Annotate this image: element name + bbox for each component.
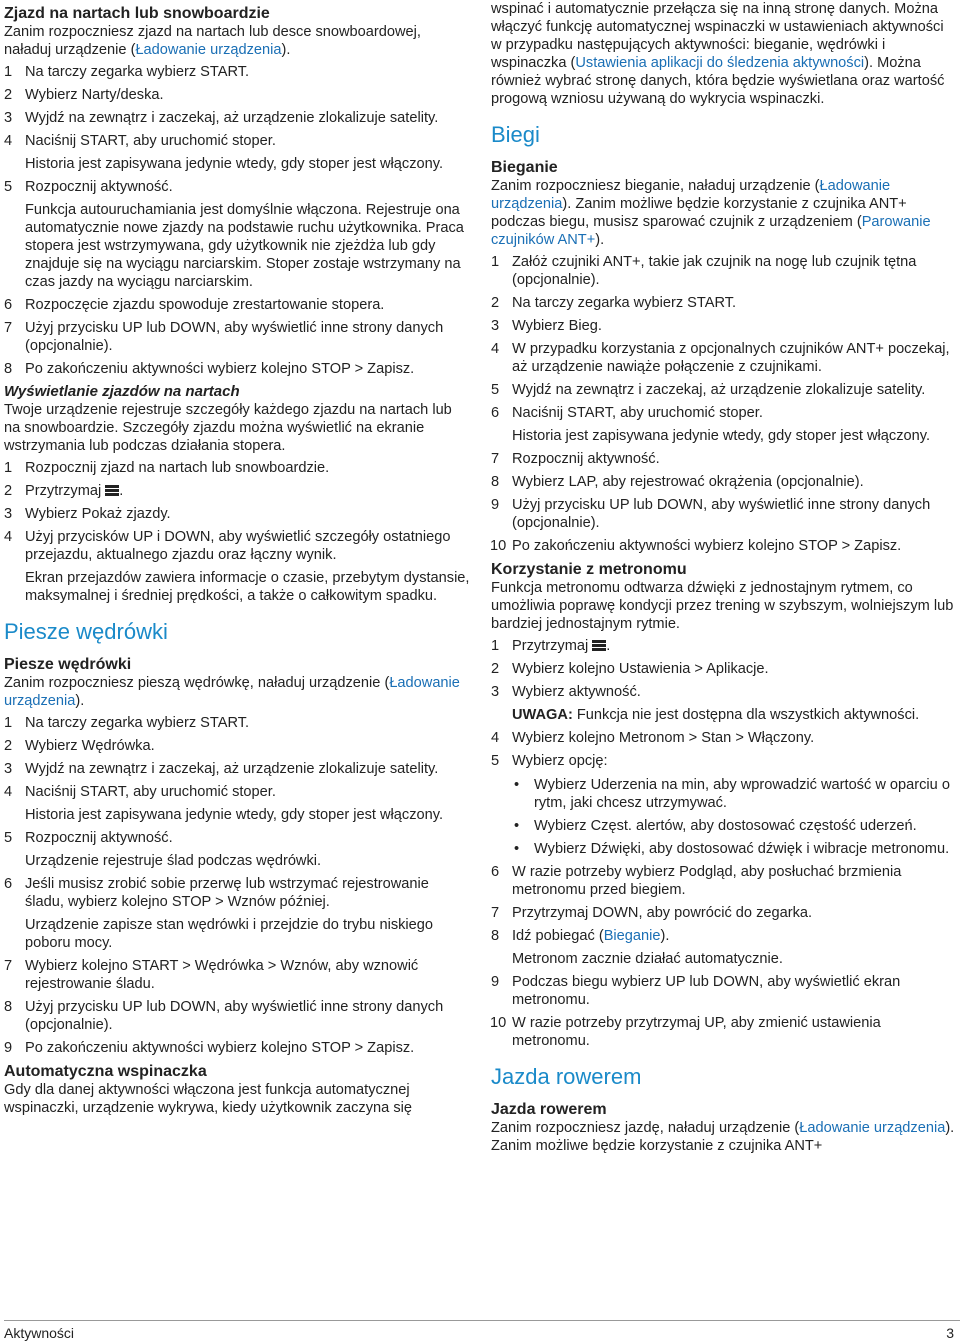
list-item: 8 Wybierz LAP, aby rejestrować okrążenia (opcjonalnie). [491,474,864,490]
section-title-ski: Zjazd na nartach lub snowboardzie [4,5,270,22]
list-item: 4 Użyj przycisków UP i DOWN, aby wyświetlić szczegóły ostatniego przejazdu, aktualnego zjazdu oraz łączny wynik. Ekran przejazdów zawiera informacje o czasie, przebytym dystansie, maksymalnej i średniej prędkości, a także o całkowitym spadku. [4,529,470,604]
runs-steps-list [4,459,470,605]
hike-intro: Zanim rozpoczniesz pieszą wędrówkę, naładuj urządzenie (Ładowanie urządzenia). [4,675,460,709]
list-item: 5 Rozpocznij aktywność. Urządzenie rejestruje ślad podczas wędrówki. [4,830,322,869]
major-title-hiking: Piesze wędrówki [4,619,168,644]
list-item: 2 Wybierz Narty/deska. [4,87,164,103]
list-item: 8 Idź pobiegać (Bieganie). Metronom zacznie działać automatycznie. [491,928,783,967]
list-item: 10 W razie potrzeby przytrzymaj UP, aby zmienić ustawienia metronomu. [490,1015,881,1049]
runs-intro: Twoje urządzenie rejestruje szczegóły każdego zjazdu na nartach lub na snowboardzie. Szczegóły zjazdu można wyświetlić na ekranie wstrzymania lub podczas działania stopera. [4,402,452,454]
bullet-item: • Wybierz Częst. alertów, aby dostosować częstość uderzeń. [514,818,917,834]
left-column [4,0,470,1117]
autoclimb-text: Gdy dla danej aktywności włączona jest funkcja automatycznej wspinaczki, urządzenie wykrywa, kiedy użytkownik zaczyna się [4,1082,412,1116]
link-pairing-ant[interactable]: Parowanie czujników ANT+ [491,214,931,248]
list-item: 7 Użyj przycisku UP lub DOWN, aby wyświetlić inne strony danych (opcjonalnie). [4,320,444,354]
note: UWAGA: Funkcja nie jest dostępna dla wszystkich aktywności. [512,707,920,723]
major-title-running: Biegi [491,122,540,147]
list-item: 1 Załóż czujniki ANT+, takie jak czujnik na nogę lub czujnik tętna (opcjonalnie). [491,254,917,288]
list-item: 7 Wybierz kolejno START > Wędrówka > Wznów, aby wznowić rejestrowanie śladu. [4,958,419,992]
section-title-metronome: Korzystanie z metronomu [491,561,687,578]
ski-intro: Zanim rozpoczniesz zjazd na nartach lub desce snowboardowej, naładuj urządzenie (Ładowanie urządzenia). [4,24,421,58]
list-item: 3 Wyjdź na zewnątrz i zaczekaj, aż urządzenie zlokalizuje satelity. [4,761,439,777]
list-item: 1 Przytrzymaj . [491,638,611,654]
major-title-cycling: Jazda rowerem [491,1064,642,1089]
list-item: 1 Na tarczy zegarka wybierz START. [4,715,250,731]
list-item: 4 Wybierz kolejno Metronom > Stan > Włączony. [491,730,815,746]
list-item: 4 Naciśnij START, aby uruchomić stoper. Historia jest zapisywana jedynie wtedy, gdy stoper jest włączony. [4,784,444,823]
link-charging[interactable]: Ładowanie urządzenia [799,1120,946,1136]
menu-icon [105,485,119,496]
list-item: 1 Rozpocznij zjazd na nartach lub snowboardzie. [4,460,330,476]
list-item: 5 Wybierz opcję: • Wybierz Uderzenia na min, aby wprowadzić wartość w oparciu o rytm, jaki chcesz utrzymywać. • Wybierz Częst. alertów, aby dostosować częstość uderzeń. • Wybierz Dźwięki, aby dostosować dźwięk i wibracje metronomu. [491,752,957,858]
list-item: 4 Naciśnij START, aby uruchomić stoper. Historia jest zapisywana jedynie wtedy, gdy stoper jest włączony. [4,133,444,172]
link-charging[interactable]: Ładowanie urządzenia [491,178,891,212]
list-item: 10 Po zakończeniu aktywności wybierz kolejno STOP > Zapisz. [490,538,902,554]
list-item: 9 Użyj przycisku UP lub DOWN, aby wyświetlić inne strony danych (opcjonalnie). [491,497,931,531]
metro-steps-list [491,637,957,1050]
link-activity-settings[interactable]: Ustawienia aplikacji do śledzenia aktywności [575,55,865,71]
section-title-running: Bieganie [491,159,558,176]
list-item: 6 Jeśli musisz zrobić sobie przerwę lub wstrzymać rejestrowanie śladu, wybierz kolejno STOP > Wznów później. Urządzenie zapisze stan wędrówki i przejdzie do trybu niskiego poboru mocy. [4,876,434,951]
list-item: 8 Po zakończeniu aktywności wybierz kolejno STOP > Zapisz. [4,361,415,377]
list-item: 7 Rozpocznij aktywność. [491,451,660,467]
hike-steps-list [4,714,470,1057]
section-title-cycling: Jazda rowerem [491,1101,607,1118]
list-item: 6 W razie potrzeby wybierz Podgląd, aby posłuchać brzmienia metronomu przed biegiem. [491,864,902,898]
list-item: 2 Wybierz Wędrówka. [4,738,155,754]
list-item: 2 Wybierz kolejno Ustawienia > Aplikacje. [491,661,769,677]
run-steps-list [491,253,957,555]
link-charging[interactable]: Ładowanie urządzenia [4,675,460,709]
bullet-item: • Wybierz Uderzenia na min, aby wprowadzić wartość w oparciu o rytm, jaki chcesz utrzymywać. [514,777,950,811]
list-item: 3 Wybierz Pokaż zjazdy. [4,506,171,522]
page-number: 3 [946,1325,954,1341]
list-item: 7 Przytrzymaj DOWN, aby powrócić do zegarka. [491,905,813,921]
list-item: 3 Wyjdź na zewnątrz i zaczekaj, aż urządzenie zlokalizuje satelity. [4,110,439,126]
list-item: 3 Wybierz aktywność. UWAGA: Funkcja nie jest dostępna dla wszystkich aktywności. [491,683,957,724]
link-running[interactable]: Bieganie [603,928,661,944]
list-item: 6 Naciśnij START, aby uruchomić stoper. Historia jest zapisywana jedynie wtedy, gdy stoper jest włączony. [491,405,931,444]
list-item: 1 Na tarczy zegarka wybierz START. [4,64,250,80]
list-item: 8 Użyj przycisku UP lub DOWN, aby wyświetlić inne strony danych (opcjonalnie). [4,999,444,1033]
footer-section: Aktywności [4,1325,75,1341]
autoclimb-continued: wspinać i automatycznie przełącza się na inną stronę danych. Można włączyć funkcję automatycznej wspinaczki w ustawieniach aktywności w przypadku następujących aktywności: bieganie, wędrówki i wspinaczka (Ustawienia aplikacji do śledzenia aktywności). Można również wybrać stronę danych, która będzie wyświetlana oraz wartość progową wzniosu używaną do wykrycia wspinaczki. [491,1,945,107]
link-charging[interactable]: Ładowanie urządzenia [135,42,282,58]
bike-intro: Zanim rozpoczniesz jazdę, naładuj urządzenie (Ładowanie urządzenia). Zanim możliwe będzie korzystanie z czujnika ANT+ [491,1120,955,1154]
list-item: 9 Po zakończeniu aktywności wybierz kolejno STOP > Zapisz. [4,1040,415,1056]
list-item: 2 Na tarczy zegarka wybierz START. [491,295,737,311]
right-column [491,0,957,1155]
list-item: 9 Podczas biegu wybierz UP lub DOWN, aby wyświetlić ekran metronomu. [491,974,901,1008]
metro-intro: Funkcja metronomu odtwarza dźwięki z jednostajnym rytmem, co umożliwia poprawę kondycji przez trening w szybszym, wolniejszym lub bardziej jednostajnym rytmie. [491,580,954,632]
section-title-autoclimb: Automatyczna wspinaczka [4,1063,207,1080]
section-title-hiking: Piesze wędrówki [4,656,132,673]
section-title-view-runs: Wyświetlanie zjazdów na nartach [4,383,240,400]
list-item: 4 W przypadku korzystania z opcjonalnych czujników ANT+ poczekaj, aż urządzenie nawiąże połączenie z czujnikami. [491,341,950,375]
list-item: 2 Przytrzymaj . [4,483,124,499]
ski-steps-list [4,63,470,378]
list-item: 6 Rozpoczęcie zjazdu spowoduje zrestartowanie stopera. [4,297,385,313]
menu-icon [592,640,606,651]
bullet-item: • Wybierz Dźwięki, aby dostosować dźwięk i wibracje metronomu. [514,841,950,857]
list-item: 5 Wyjdź na zewnątrz i zaczekaj, aż urządzenie zlokalizuje satelity. [491,382,926,398]
option-bullets [512,776,957,858]
list-item: 5 Rozpocznij aktywność. Funkcja autouruchamiania jest domyślnie włączona. Rejestruje ona automatycznie nowe zjazdy na podstawie ruchu użytkownika. Praca stopera jest wstrzymywana, gdy użytkownik nie zjeżdża lub gdy znajduje się na wyciągu narciarskim. Stoper zostaje wstrzymany na czas jazdy na wyciągu narciarskim. [4,179,464,290]
footer-divider [4,1320,960,1321]
list-item: 3 Wybierz Bieg. [491,318,602,334]
run-intro: Zanim rozpoczniesz bieganie, naładuj urządzenie (Ładowanie urządzenia). Zanim możliwe będzie korzystanie z czujnika ANT+ podczas biegu, musisz sparować czujnik z urządzeniem (Parowanie czujników ANT+). [491,178,931,248]
